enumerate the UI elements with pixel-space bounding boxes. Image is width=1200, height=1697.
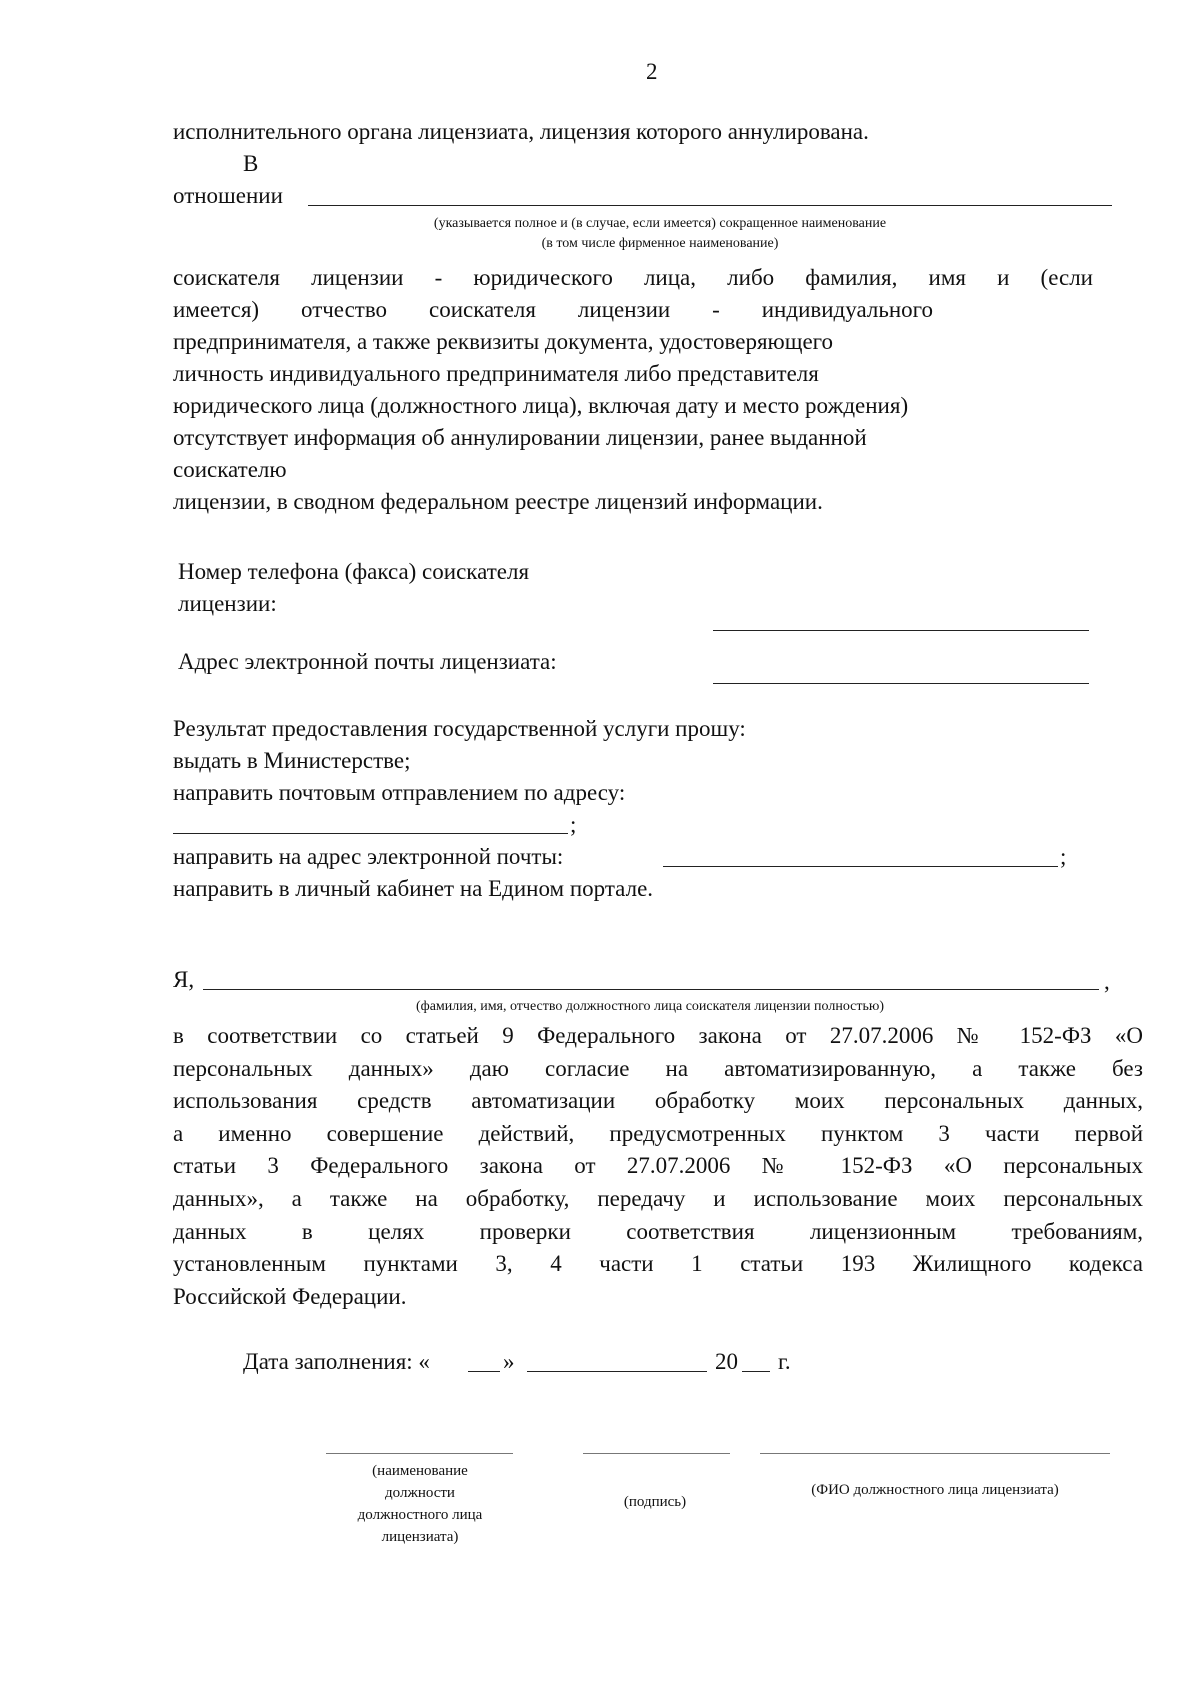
- paragraph-word: отношении: [173, 183, 283, 208]
- paragraph-line: персональных данных» даю согласие на автоматизированную, а также без: [173, 1055, 1143, 1081]
- paragraph-line: Российской Федерации.: [173, 1283, 407, 1309]
- signature-caption: (подпись): [623, 1494, 687, 1510]
- year-suffix: г.: [778, 1349, 791, 1374]
- paragraph-line: имеется) отчество соискателя лицензии - индивидуального: [173, 297, 933, 322]
- paragraph-line: использования средств автоматизации обработку моих персональных данных,: [173, 1088, 1143, 1114]
- phone-field[interactable]: [713, 630, 1089, 631]
- paragraph-line: личность индивидуального предпринимателя либо представителя: [173, 361, 819, 386]
- year-field[interactable]: [742, 1371, 770, 1372]
- signature-line-fio[interactable]: [760, 1453, 1110, 1454]
- day-field[interactable]: [468, 1371, 500, 1372]
- paragraph-line: в соответствии со статьей 9 Федерального закона от 27.07.2006 № 152-ФЗ «О: [173, 1023, 1143, 1048]
- paragraph-line: данных в целях проверки соответствия лицензионным требованиям,: [173, 1218, 1143, 1244]
- consent-comma: ,: [1104, 969, 1110, 994]
- mail-address-field[interactable]: [173, 833, 568, 834]
- fio-caption: (фамилия, имя, отчество должностного лица соискателя лицензии полностью): [415, 999, 884, 1014]
- date-label: Дата заполнения: «: [243, 1349, 430, 1374]
- position-caption-line: (наименование: [372, 1463, 468, 1479]
- paragraph-line: отсутствует информация об аннулировании лицензии, ранее выданной: [173, 425, 867, 450]
- fio-field[interactable]: [203, 989, 1099, 990]
- position-caption-line: должности: [385, 1485, 455, 1501]
- semicolon: ;: [570, 812, 577, 837]
- position-caption-line: лицензиата): [381, 1529, 459, 1545]
- fio-signature-caption: (ФИО должностного лица лицензиата): [811, 1482, 1059, 1498]
- paragraph-line: а именно совершение действий, предусмотренных пунктом 3 части первой: [173, 1120, 1143, 1146]
- position-caption: [320, 1460, 520, 1548]
- caption-name-line1: (указывается полное и (в случае, если имеется) сокращенное наименование: [433, 216, 887, 231]
- paragraph-line: исполнительного органа лицензиата, лицензия которого аннулирована.: [173, 119, 869, 144]
- phone-label-2: лицензии:: [178, 591, 277, 616]
- result-email-field[interactable]: [663, 866, 1058, 867]
- paragraph-letter: В: [243, 151, 259, 176]
- paragraph-line: установленным пунктами 3, 4 части 1 статьи 193 Жилищного кодекса: [173, 1251, 1143, 1277]
- paragraph-line: соискателя лицензии - юридического лица, либо фамилия, имя и (если: [173, 265, 1093, 290]
- paragraph-line: предпринимателя, а также реквизиты документа, удостоверяющего: [173, 329, 834, 354]
- signature-line-signature[interactable]: [583, 1453, 730, 1454]
- paragraph-line: лицензии, в сводном федеральном реестре лицензий информации.: [173, 489, 823, 514]
- result-option-ministry: выдать в Министерстве;: [173, 748, 411, 773]
- year-prefix: 20: [715, 1349, 738, 1374]
- paragraph-line: соискателю: [173, 457, 287, 482]
- phone-label: Номер телефона (факса) соискателя: [178, 559, 530, 584]
- email-label: Адрес электронной почты лицензиата:: [178, 649, 557, 674]
- consent-ya: Я,: [173, 967, 195, 992]
- paragraph-line: статьи 3 Федерального закона от 27.07.2006 № 152-ФЗ «О персональных: [173, 1153, 1143, 1179]
- caption-name-line2: (в том числе фирменное наименование): [541, 236, 779, 251]
- signature-line-position[interactable]: [326, 1453, 513, 1454]
- paragraph-2: [173, 262, 1093, 518]
- email-field[interactable]: [713, 683, 1089, 684]
- result-option-portal: направить в личный кабинет на Едином портале.: [173, 876, 654, 901]
- date-close-quote: »: [503, 1349, 515, 1374]
- result-option-email: направить на адрес электронной почты:: [173, 844, 564, 869]
- paragraph-line: данных», а также на обработку, передачу и использование моих персональных: [173, 1185, 1143, 1211]
- fill-line-name[interactable]: [308, 205, 1112, 206]
- result-option-mail: направить почтовым отправлением по адресу:: [173, 780, 626, 805]
- month-field[interactable]: [527, 1371, 707, 1372]
- position-caption-line: должностного лица: [357, 1507, 483, 1523]
- result-title: Результат предоставления государственной услуги прошу:: [173, 716, 746, 741]
- page-number: 2: [646, 59, 658, 84]
- consent-paragraph: [173, 1020, 1143, 1313]
- paragraph-line: юридического лица (должностного лица), включая дату и место рождения): [173, 393, 909, 418]
- semicolon: ;: [1060, 844, 1067, 869]
